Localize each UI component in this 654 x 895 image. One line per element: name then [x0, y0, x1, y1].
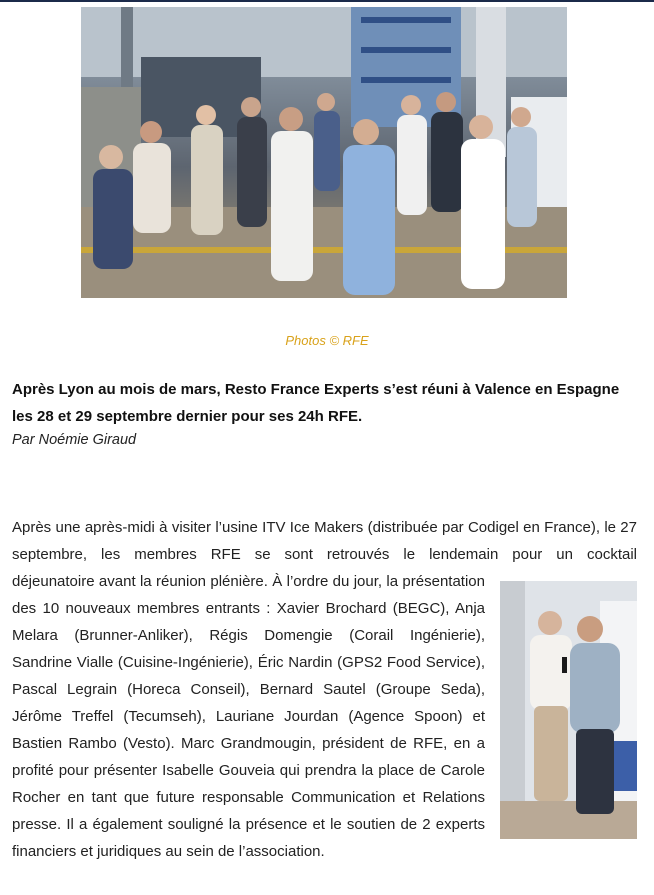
- top-rule: [0, 0, 654, 2]
- speakers-photo: [500, 581, 637, 839]
- article-body-main: déjeunatoire avant la réunion plénière. À l’ordre du jour, la présentation des 10 nouveaux membres entrants : Xavier Brochard (BEGC), Anja Melara (Brunner-Anliker), Régis Domengie (Corail Ingénierie), Sandrine Vialle (Cuisine-Ingénierie), Éric Nardin (GPS2 Food Service), Pascal Legrain (Horeca Conseil), Bernard Sautel (Groupe Seda), Jérôme Treffel (Tecumseh), Lauriane Jourdan (Agence Spoon) et Bastien Rambo (Vesto). Marc Grandmougin, président de RFE, en a profité pour présenter Isabelle Gouveia qui prendra la place de Carole Rocher en tant que future responsable Communication et Relations presse. Il a également souligné la présence et le soutien de 2 experts financiers et juridiques au sein de l’association.: [12, 573, 485, 860]
- article-body-intro: Après une après-midi à visiter l’usine ITV Ice Makers (distribuée par Codigel en France), le 27 septembre, les membres RFE se sont retrouvés le lendemain pour un cocktail: [12, 519, 637, 563]
- byline: Par Noémie Giraud: [12, 432, 137, 448]
- article-lead: Après Lyon au mois de mars, Resto France Experts s’est réuni à Valence en Espagne les 28 et 29 septembre dernier pour ses 24h RFE.: [12, 381, 620, 425]
- group-visit-photo: [81, 7, 567, 298]
- photo-caption: Photos © RFE: [285, 333, 369, 348]
